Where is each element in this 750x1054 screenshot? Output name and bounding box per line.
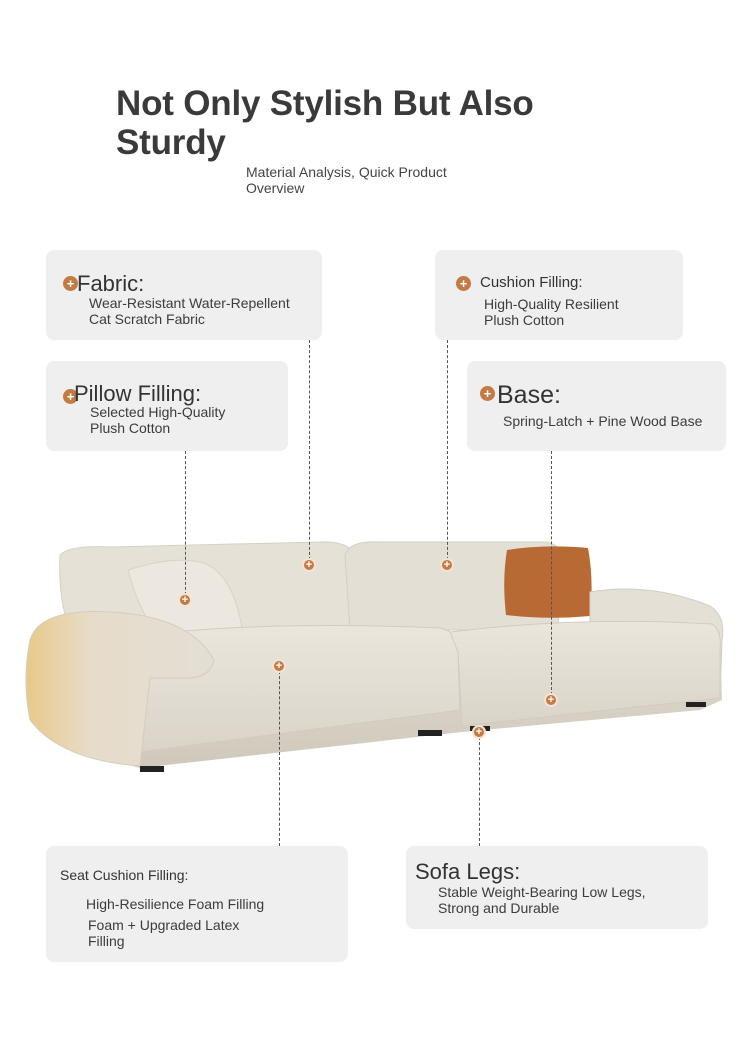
pillow-filling-title: Pillow Filling:	[74, 381, 202, 406]
seat-cushion-title: Seat Cushion Filling:	[60, 867, 189, 883]
seat-cushion-description-2: Foam + Upgraded Latex Filling	[88, 917, 240, 949]
fabric-description: Wear-Resistant Water-Repellent Cat Scratch Fabric	[89, 295, 290, 327]
pillow-filling-description: Selected High-Quality Plush Cotton	[90, 404, 226, 436]
fabric-title: Fabric:	[77, 271, 145, 296]
seat-cushion-description-1: High-Resilience Foam Filling	[86, 896, 265, 912]
seat-cushion-leader-line	[279, 666, 280, 846]
sofa-legs-marker-icon: +	[472, 725, 486, 739]
pillow-filling-marker-icon: +	[178, 593, 192, 607]
fabric-leader-line	[309, 340, 310, 565]
sofa-legs-description: Stable Weight-Bearing Low Legs, Strong and Durable	[438, 884, 646, 916]
cushion-filling-leader-line	[447, 340, 448, 565]
fabric-marker-icon: +	[302, 558, 316, 572]
sofa-image	[0, 520, 750, 780]
pillow-filling-leader-line	[185, 451, 186, 600]
cushion-filling-card	[435, 250, 683, 340]
plus-circle-icon: +	[63, 389, 78, 404]
page-subtitle: Material Analysis, Quick Product Overview	[246, 164, 447, 196]
seat-cushion-card	[46, 846, 348, 962]
base-leader-line	[551, 451, 552, 700]
base-card	[467, 361, 726, 451]
seat-cushion-marker-icon: +	[272, 659, 286, 673]
sofa-legs-card	[406, 846, 708, 929]
pillow-filling-card	[46, 361, 288, 451]
cushion-filling-marker-icon: +	[440, 558, 454, 572]
base-marker-icon: +	[544, 693, 558, 707]
page-title: Not Only Stylish But Also Sturdy	[116, 84, 534, 162]
cushion-filling-description: High-Quality Resilient Plush Cotton	[484, 296, 619, 328]
sofa-legs-title: Sofa Legs:	[415, 859, 521, 884]
fabric-card	[46, 250, 322, 340]
cushion-filling-title: Cushion Filling:	[480, 274, 583, 291]
plus-circle-icon: +	[480, 386, 495, 401]
base-title: Base:	[497, 381, 561, 409]
plus-circle-icon: +	[63, 276, 78, 291]
plus-circle-icon: +	[456, 276, 471, 291]
base-description: Spring-Latch + Pine Wood Base	[503, 413, 703, 429]
sofa-legs-leader-line	[479, 732, 480, 846]
